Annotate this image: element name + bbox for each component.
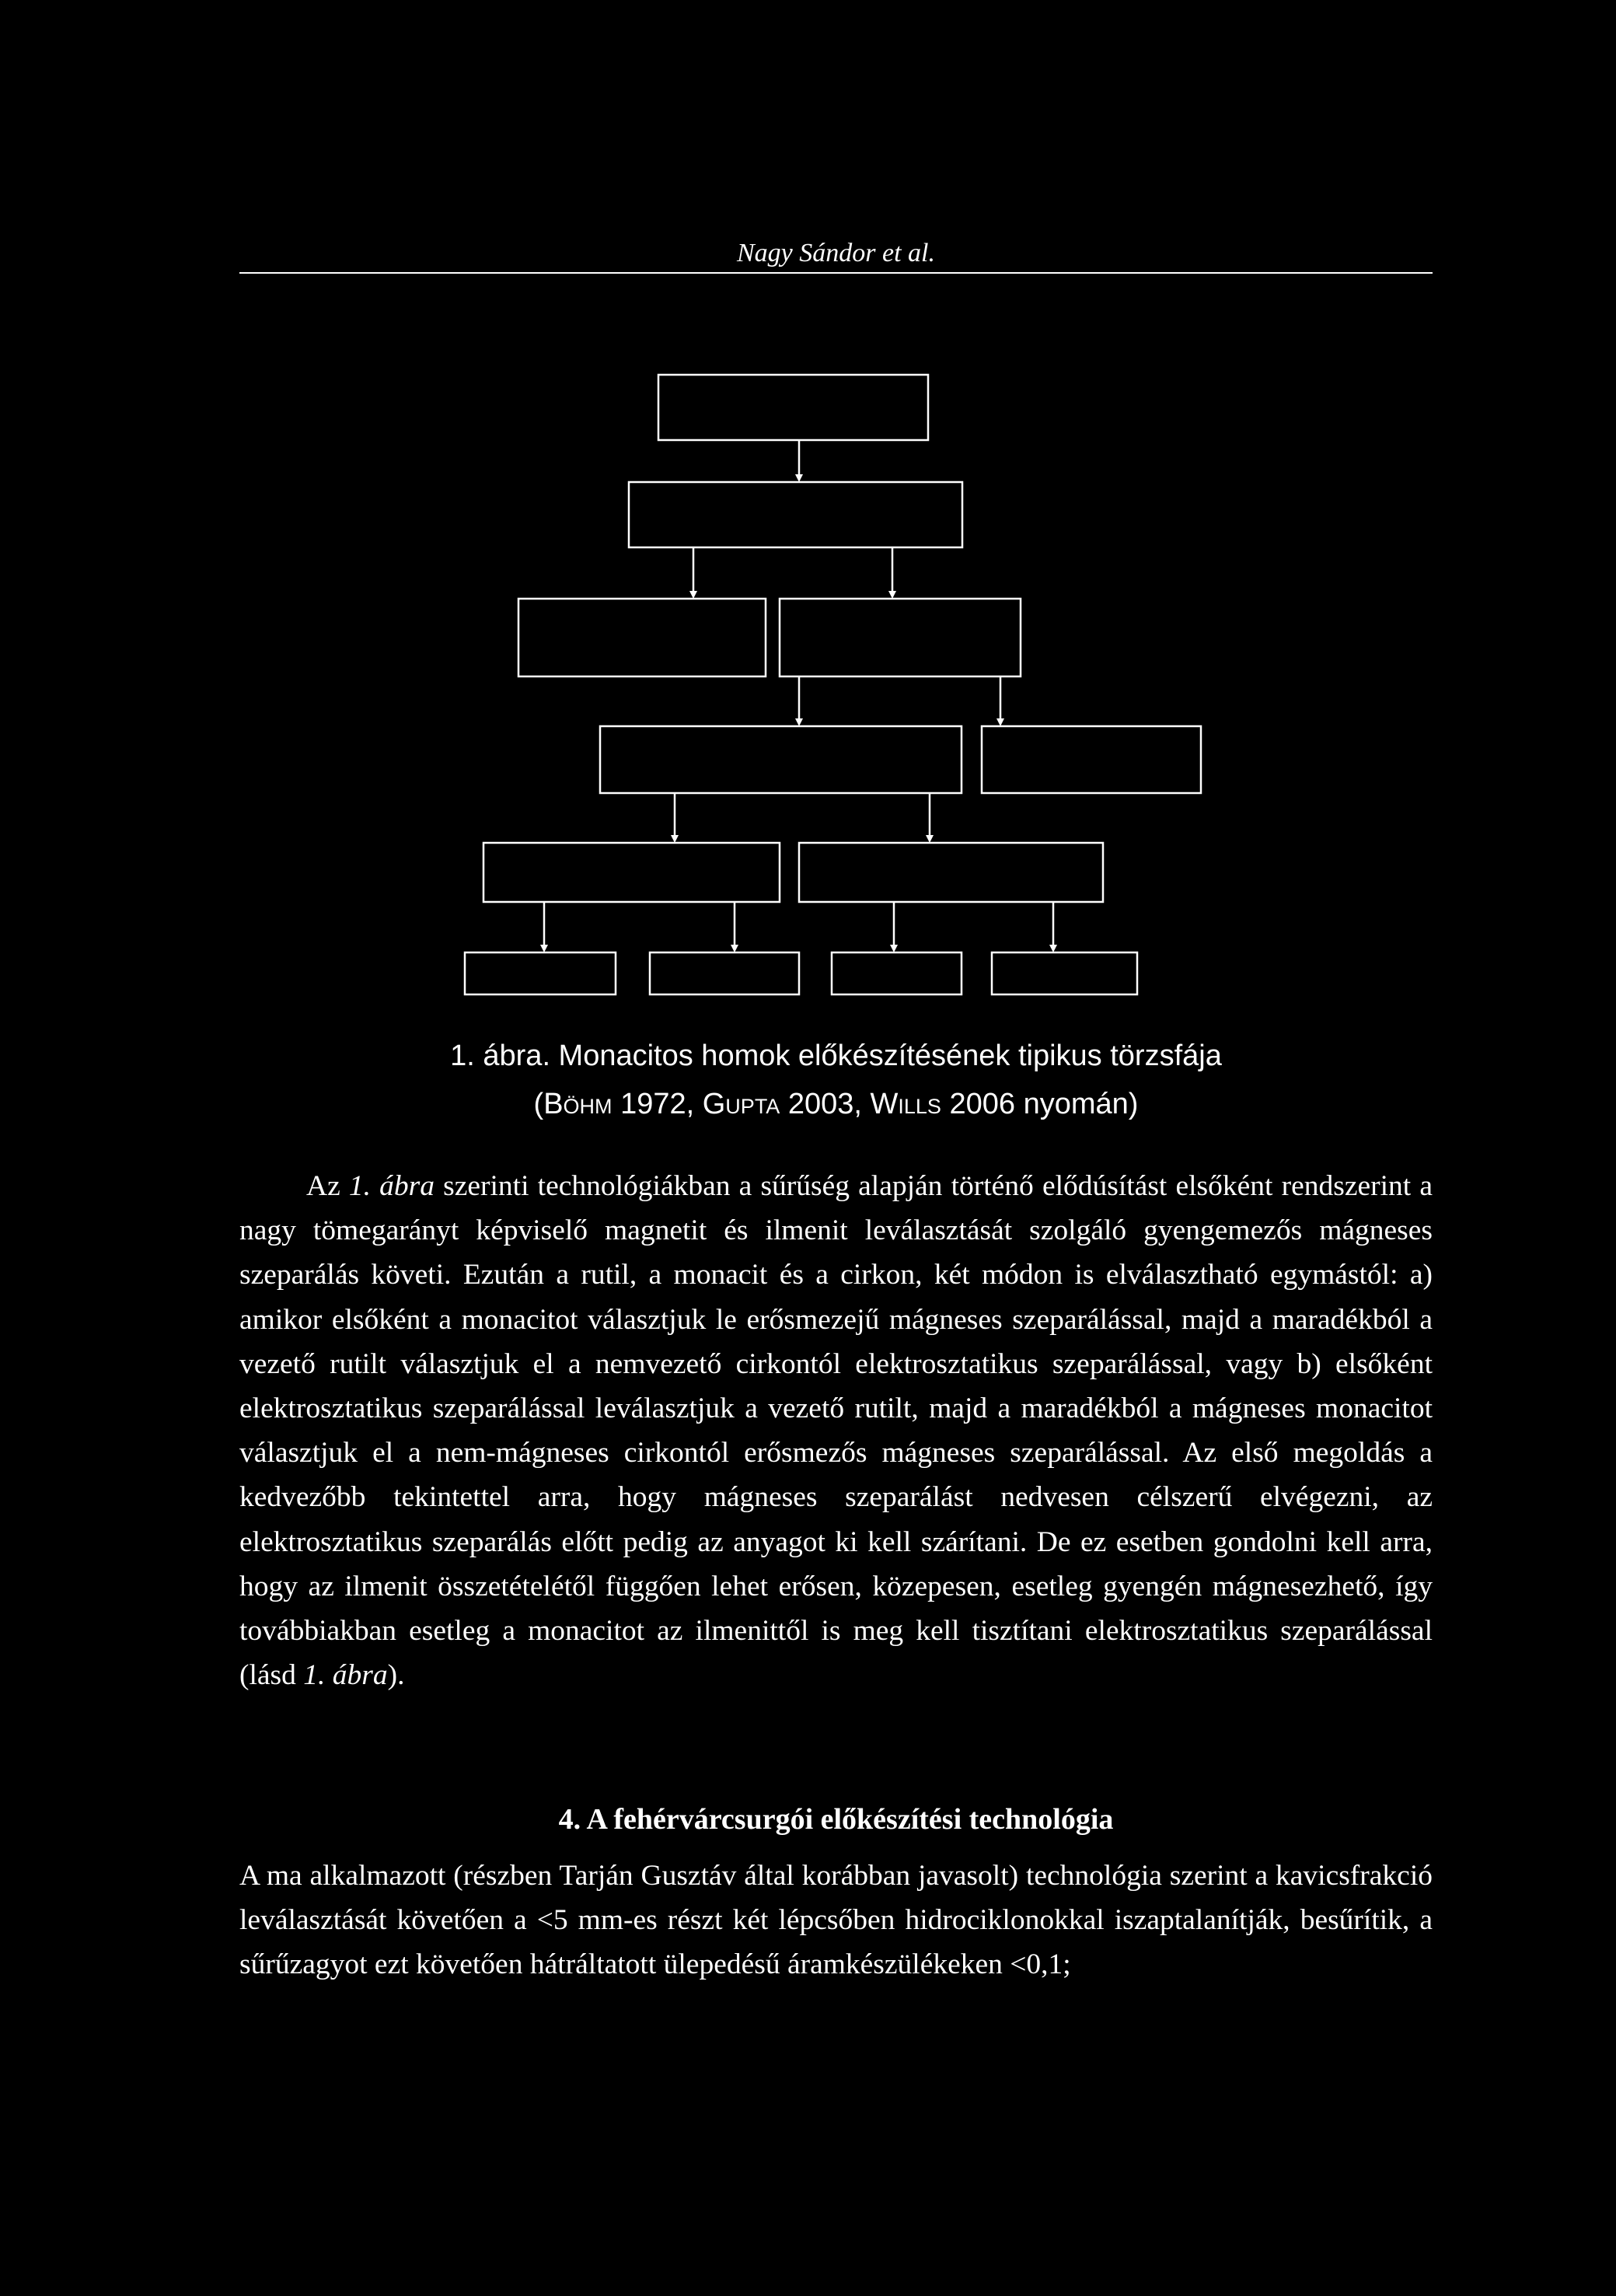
flow-arrow-2: [689, 547, 697, 599]
body-paragraph-1: Az 1. ábra szerinti technológiákban a sűrűség alapján történő elődúsítást elsőként rendszerint a nagy tömegarányt képviselő magnetit és ilmenit leválasztását szolgáló gyengemezős mágneses szeparálás követi. Ezután a rutil, a monacit és a cirkon, két módon is elválasztható egymástól: a) amikor elsőként a monacitot választjuk le erősmezejű mágneses szeparálással, majd a maradékból a vezető rutilt választjuk el a nemvezető cirkontól elektrosztatikus szeparálással, vagy b) elsőként elektrosztatikus szeparálással leválasztjuk a vezető rutilt, majd a maradékból a mágneses monacitot választjuk el a nem-mágneses cirkontól erősmezős mágneses szeparálással. Az első megoldás a kedvezőbb tekintettel arra, hogy mágneses szeparálást nedvesen célszerű elvégezni, az elektrosztatikus szeparálás előtt pedig az anyagot ki kell szárítani. De ez esetben gondolni kell arra, hogy az ilmenit összetételétől függően lehet erősen, közepesen, esetleg gyengén mágnesezhető, így továbbiakban esetleg a monacitot az ilmenittől is meg kell tisztítani elektrosztatikus szeparálással (lásd 1. ábra).: [239, 1170, 1433, 1692]
flow-arrow-11: [1049, 902, 1057, 952]
flow-box-level4-right: [799, 843, 1103, 902]
flow-arrow-1: [795, 440, 803, 482]
caption-author-gupta: Gupta: [702, 1088, 780, 1120]
flow-box-level3-right: [982, 726, 1201, 793]
flow-box-level4-left: [483, 843, 780, 902]
flow-box-level3-left: [600, 726, 962, 793]
flow-box-magnetic-fraction: [518, 599, 766, 676]
figure-caption-title: 1. ábra. Monacitos homok előkészítésének tipikus törzsfája: [450, 1040, 1222, 1072]
flow-box-product-1: [465, 952, 616, 994]
caption-author-bohm: Böhm: [543, 1088, 613, 1120]
body-paragraph-2: A ma alkalmazott (részben Tarján Gusztáv által korábban javasolt) technológia szerint a kavicsfrakció leválasztását követően a <5 mm-es részt két lépcsőben hidrociklonokkal iszaptalanítják, besűrítik, a sűrűzagyot ezt követően hátráltatott ülepedésű áramkészülékeken <0,1;: [239, 1860, 1433, 1981]
running-header: Nagy Sándor et al.: [737, 239, 935, 267]
flow-arrow-7: [926, 793, 934, 843]
flow-arrow-5: [996, 676, 1004, 726]
flow-arrow-9: [731, 902, 738, 952]
flow-box-product-3: [832, 952, 962, 994]
flow-box-nonmagnetic-fraction: [780, 599, 1021, 676]
figure-caption-sources: (Böhm 1972, Gupta 2003, Wills 2006 nyomán): [533, 1088, 1139, 1120]
flow-arrow-4: [795, 676, 803, 726]
flow-box-preconcentration: [629, 482, 962, 547]
caption-author-wills: Wills: [870, 1088, 941, 1120]
flow-arrow-8: [540, 902, 548, 952]
flow-box-product-4: [992, 952, 1137, 994]
flow-box-feed: [658, 375, 928, 440]
section-heading: 4. A fehérvárcsurgói előkészítési technológia: [558, 1803, 1114, 1836]
flow-arrow-6: [671, 793, 679, 843]
flow-box-product-2: [650, 952, 799, 994]
flow-arrow-3: [888, 547, 896, 599]
flowchart-figure: [0, 0, 1616, 1011]
flow-arrow-10: [890, 902, 898, 952]
figure-reference: 1. ábra: [303, 1659, 388, 1692]
figure-reference: 1. ábra: [348, 1170, 435, 1202]
